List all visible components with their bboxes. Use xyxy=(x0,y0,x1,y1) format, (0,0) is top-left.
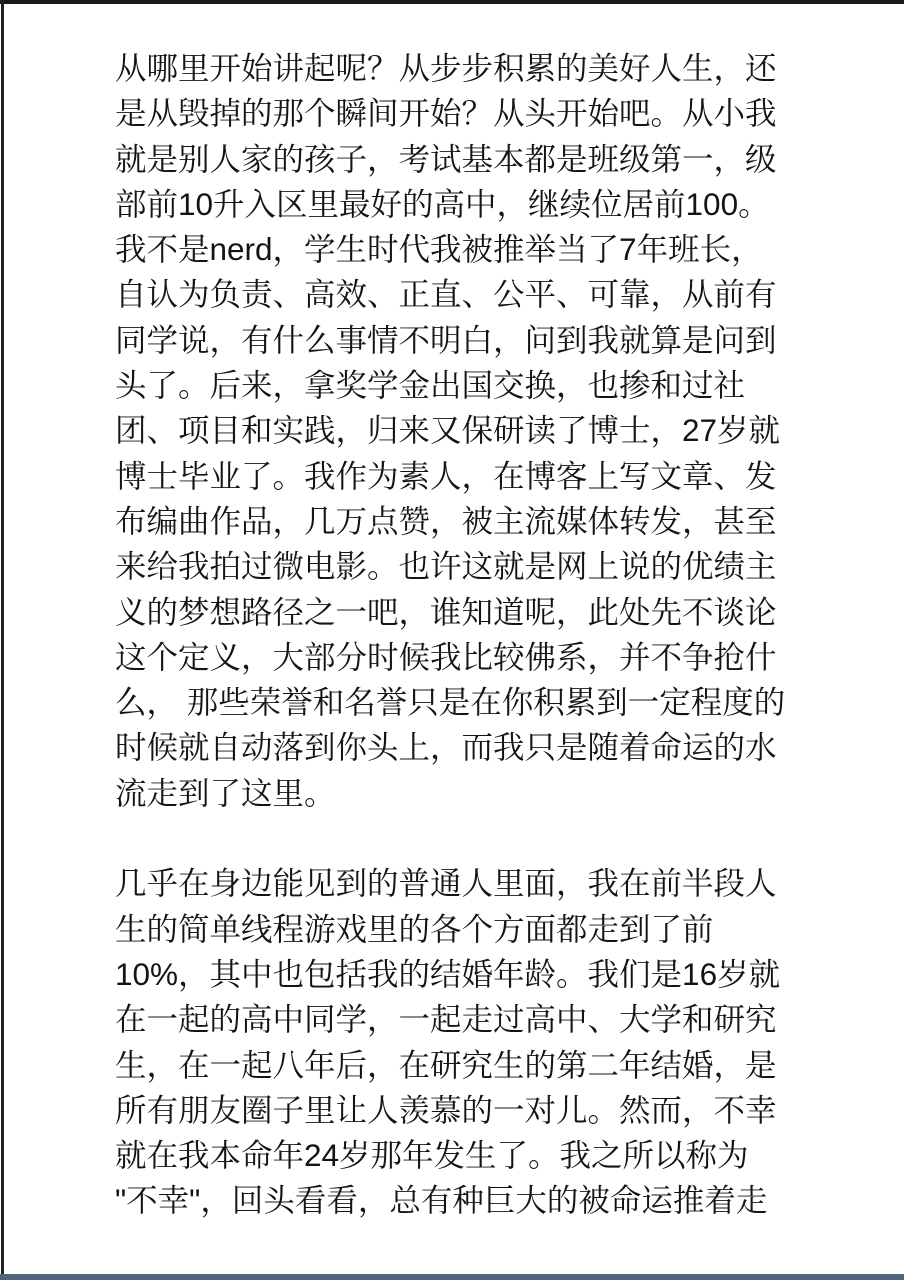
text-line: 么， 那些荣誉和名誉只是在你积累到一定程度的 xyxy=(115,684,786,721)
text-line: 部前10升入区里最好的高中，继续位居前100。 xyxy=(115,185,770,222)
text-line: 博士毕业了。我作为素人，在博客上写文章、发 xyxy=(115,457,777,494)
text-line: 这个定义，大部分时候我比较佛系，并不争抢什 xyxy=(115,638,777,675)
text-line: 生的简单线程游戏里的各个方面都走到了前 xyxy=(115,910,714,947)
paragraph xyxy=(115,46,793,816)
text-line: 流走到了这里。 xyxy=(115,774,336,811)
text-line: 我不是nerd，学生时代我被推举当了7年班长， xyxy=(115,231,763,268)
text-line: 同学说，有什么事情不明白，问到我就算是问到 xyxy=(115,321,777,358)
text-line: 自认为负责、高效、正直、公平、可靠，从前有 xyxy=(115,276,777,313)
text-line: "不幸"，回头看看，总有种巨大的被命运推着走 xyxy=(115,1182,768,1219)
text-line: 生，在一起八年后，在研究生的第二年结婚，是 xyxy=(115,1046,777,1083)
text-line: 10%，其中也包括我的结婚年龄。我们是16岁就 xyxy=(115,955,781,992)
text-line: 义的梦想路径之一吧，谁知道呢，此处先不谈论 xyxy=(115,593,777,630)
page-bottom-bar xyxy=(0,1274,904,1280)
page-top-border xyxy=(0,0,904,4)
text-line: 时候就自动落到你头上，而我只是随着命运的水 xyxy=(115,729,777,766)
paragraph xyxy=(115,861,793,1223)
text-line: 在一起的高中同学，一起走过高中、大学和研究 xyxy=(115,1001,777,1038)
text-line: 就在我本命年24岁那年发生了。我之所以称为 xyxy=(115,1137,749,1174)
text-line: 团、项目和实践，归来又保研读了博士，27岁就 xyxy=(115,412,781,449)
text-line: 从哪里开始讲起呢？从步步积累的美好人生，还 xyxy=(115,50,777,86)
page-left-border xyxy=(1,0,4,1274)
text-line: 布编曲作品，几万点赞，被主流媒体转发，甚至 xyxy=(115,502,777,539)
text-line: 就是别人家的孩子，考试基本都是班级第一，级 xyxy=(115,140,777,177)
text-line: 所有朋友圈子里让人羡慕的一对儿。然而，不幸 xyxy=(115,1091,777,1128)
text-line: 来给我拍过微电影。也许这就是网上说的优绩主 xyxy=(115,548,777,585)
article-body xyxy=(115,46,793,1224)
text-line: 头了。后来，拿奖学金出国交换，也掺和过社 xyxy=(115,367,746,404)
text-line: 几乎在身边能见到的普通人里面，我在前半段人 xyxy=(115,865,777,902)
text-line: 是从毁掉的那个瞬间开始？从头开始吧。从小我 xyxy=(115,95,777,132)
